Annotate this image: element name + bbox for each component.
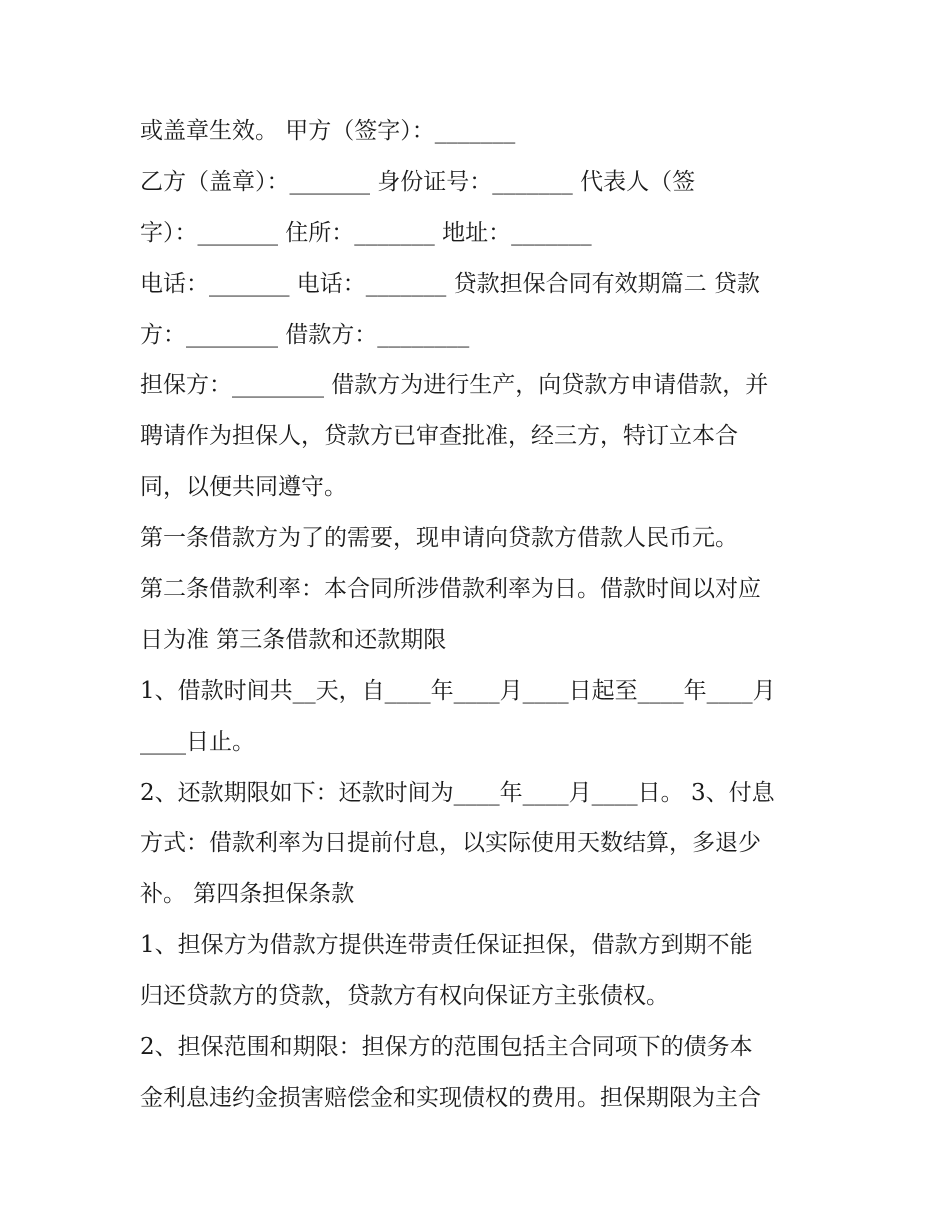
text-line-9: 第一条借款方为了的需要，现申请向贷款方借款人民币元。 (140, 525, 738, 552)
text-line-1: 或盖章生效。 甲方（签字）：_______ (140, 118, 516, 144)
text-line-16: 补。 第四条担保条款 (140, 881, 355, 908)
text-line-17: 1、担保方为借款方提供连带责任保证担保，借款方到期不能 (140, 932, 753, 959)
text-line-19: 2、担保范围和期限：担保方的范围包括主合同项下的债务本 (140, 1034, 753, 1061)
text-line-8: 同，以便共同遵守。 (140, 474, 347, 501)
text-line-12: 1、借款时间共__天，自____年____月____日起至____年____月 (140, 677, 776, 704)
contract-text-body (140, 106, 820, 1124)
text-line-4: 电话：_______ 电话：_______ 贷款担保合同有效期篇二 贷款 (140, 270, 760, 297)
text-line-14: 2、还款期限如下：还款时间为____年____月____日。 3、付息 (140, 779, 775, 806)
text-line-3: 字）：_______ 住所：_______ 地址：_______ (140, 219, 592, 246)
text-line-7: 聘请作为担保人，贷款方已审查批准，经三方，特订立本合 (140, 423, 738, 450)
text-line-11: 日为准 第三条借款和还款期限 (140, 626, 447, 653)
text-line-2: 乙方（盖章）：_______ 身份证号：_______ 代表人（签 (140, 168, 696, 195)
text-line-5: 方：________ 借款方：________ (140, 321, 470, 348)
text-line-10: 第二条借款利率：本合同所涉借款利率为日。借款时间以对应 (140, 576, 761, 603)
text-line-6: 担保方：________ 借款方为进行生产，向贷款方申请借款，并 (140, 372, 769, 399)
text-line-13: ____日止。 (140, 728, 255, 755)
text-line-15: 方式：借款利率为日提前付息，以实际使用天数结算，多退少 (140, 830, 761, 857)
text-line-18: 归还贷款方的贷款，贷款方有权向保证方主张债权。 (140, 983, 669, 1010)
text-line-20: 金利息违约金损害赔偿金和实现债权的费用。担保期限为主合 (140, 1084, 761, 1111)
